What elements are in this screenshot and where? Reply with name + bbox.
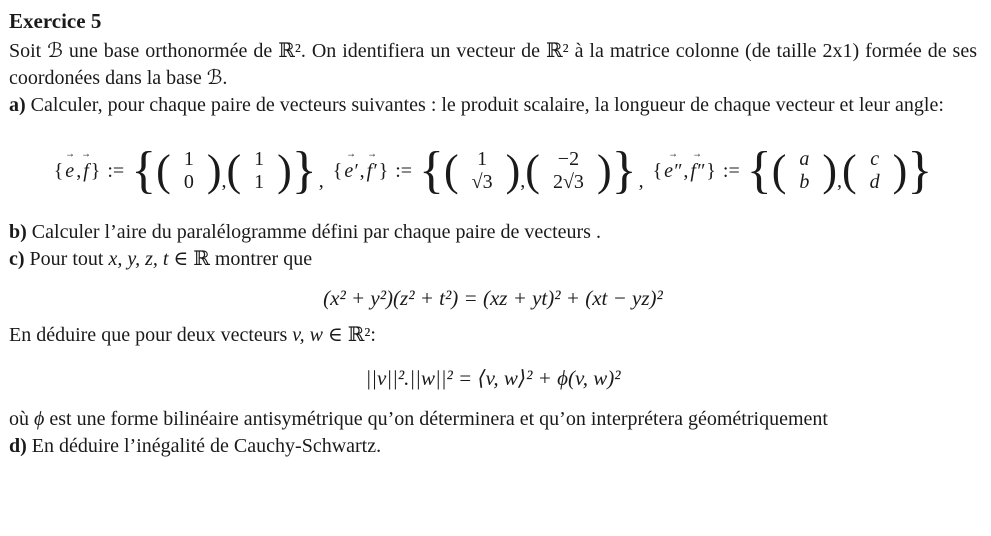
deduce-variables: v, w <box>292 324 323 346</box>
big-close-paren: ) <box>822 146 838 196</box>
vector-arrow-icon: → <box>366 145 377 160</box>
entry-top: 1 <box>477 148 488 170</box>
vector-e-prime <box>344 145 358 185</box>
open-brace: { <box>652 159 663 182</box>
big-open-paren: ( <box>226 146 242 196</box>
column-vector <box>459 148 506 194</box>
entry-top: 1 <box>254 148 265 170</box>
deduce-text-post: ∈ ℝ²: <box>322 324 376 346</box>
big-close-paren: ) <box>596 146 612 196</box>
item-b-paragraph <box>9 219 977 246</box>
close-brace: } <box>706 159 716 182</box>
pair-group-ef-prime <box>332 141 653 199</box>
big-open-brace: { <box>419 141 444 199</box>
item-c-label: c) <box>9 248 25 270</box>
column-vector <box>857 148 893 194</box>
big-open-paren: ( <box>525 146 540 196</box>
comma: , <box>221 169 227 192</box>
big-close-paren: ) <box>206 146 222 196</box>
column-vector <box>540 148 597 194</box>
item-b-label: b) <box>9 221 27 243</box>
big-close-paren: ) <box>892 146 908 196</box>
item-c-text-post: ∈ ℝ montrer que <box>168 248 313 270</box>
comma: , <box>520 169 526 192</box>
phi-symbol: ϕ <box>34 408 45 430</box>
entry-top: c <box>870 148 880 170</box>
comma: , <box>359 159 365 182</box>
comma: , <box>683 159 689 182</box>
column-vector <box>786 148 822 194</box>
assign-symbol: := <box>395 159 413 182</box>
item-d-label: d) <box>9 435 27 457</box>
big-close-brace: } <box>907 141 933 199</box>
open-brace: { <box>53 159 64 182</box>
vector-arrow-icon: → <box>346 145 356 160</box>
pair-group-ef-doubleprime <box>652 141 933 199</box>
vector-f-prime <box>366 145 377 185</box>
vector-e <box>64 145 75 185</box>
item-d-paragraph <box>9 433 977 460</box>
column-vector <box>171 148 207 194</box>
identity-equation <box>9 285 977 312</box>
vector-symbol: e′ <box>344 159 358 182</box>
vector-pairs-display <box>9 125 977 217</box>
column-vector <box>241 148 277 194</box>
deduce-text-pre: En déduire que pour deux vecteurs <box>9 324 293 346</box>
entry-bottom: b <box>799 171 810 193</box>
big-close-brace: } <box>291 141 317 199</box>
entry-bottom: √3 <box>471 171 493 193</box>
big-open-brace: { <box>746 141 772 199</box>
assign-symbol: := <box>107 159 125 182</box>
vector-arrow-icon: → <box>692 145 703 160</box>
exercise-title: Exercice 5 <box>9 9 102 33</box>
item-b-text: Calculer l’aire du paralélogramme défini par chaque paire de vecteurs . <box>26 221 601 243</box>
vector-f <box>81 145 91 185</box>
phi-text-pre: où <box>9 408 34 430</box>
vector-symbol: f <box>83 159 89 182</box>
item-a-text: Calculer, pour chaque paire de vecteurs suivantes : le produit scalaire, la longueur de chaque vecteur et leur angle: <box>25 94 944 116</box>
item-c-paragraph <box>9 246 977 273</box>
assign-symbol: := <box>722 159 740 182</box>
vector-symbol: e″ <box>664 159 682 182</box>
vector-f-doubleprime <box>690 145 705 185</box>
item-c-text-pre: Pour tout <box>24 248 109 270</box>
big-open-paren: ( <box>771 146 787 196</box>
close-brace: } <box>378 159 389 182</box>
intro-paragraph: Soit ℬ une base orthonormée de ℝ². On identifiera un vecteur de ℝ² à la matrice colonne (de taille 2x1) formée de ses coordonées dans la base ℬ. <box>9 40 977 89</box>
big-open-paren: ( <box>444 146 459 196</box>
item-d-text: En déduire l’inégalité de Cauchy-Schwartz. <box>26 435 382 457</box>
vector-symbol: e <box>65 159 75 182</box>
entry-top: a <box>799 148 810 170</box>
comma: , <box>76 159 82 182</box>
entry-top: −2 <box>557 148 580 170</box>
item-c-variables: x, y, z, t <box>108 248 169 270</box>
big-close-brace: } <box>611 141 637 199</box>
group-separator: , <box>318 169 324 192</box>
big-close-paren: ) <box>505 146 521 196</box>
vector-arrow-icon: → <box>64 145 75 160</box>
big-open-paren: ( <box>156 146 171 196</box>
entry-bottom: 1 <box>254 171 265 193</box>
big-open-paren: ( <box>842 146 857 196</box>
item-a-label: a) <box>9 94 26 116</box>
deduce-paragraph <box>9 322 977 349</box>
entry-bottom: 2√3 <box>552 171 584 193</box>
close-brace: } <box>90 159 101 182</box>
pair-group-ef <box>53 141 333 199</box>
vector-e-doubleprime <box>664 145 682 185</box>
entry-top: 1 <box>183 148 194 170</box>
big-close-paren: ) <box>277 146 292 196</box>
vector-arrow-icon: → <box>81 145 91 160</box>
norms-equation-text: ||v||².||w||² = ⟨v, w⟩² + ϕ(v, w)² <box>365 366 621 390</box>
vector-symbol: f′ <box>366 159 377 182</box>
identity-equation-text: (x² + y²)(z² + t²) = (xz + yt)² + (xt − yz)² <box>323 286 663 310</box>
group-separator: , <box>638 169 644 192</box>
entry-bottom: 0 <box>183 171 194 193</box>
comma: , <box>837 169 843 192</box>
open-brace: { <box>332 159 343 182</box>
phi-paragraph <box>9 406 977 433</box>
entry-bottom: d <box>869 171 880 193</box>
phi-text-post: est une forme bilinéaire antisymétrique qu’on déterminera et qu’on interprétera géométriquement <box>44 408 828 430</box>
item-a-paragraph <box>9 92 977 119</box>
vector-symbol: f″ <box>690 159 705 182</box>
norms-equation <box>9 365 977 392</box>
vector-arrow-icon: → <box>667 145 678 160</box>
big-open-brace: { <box>131 141 157 199</box>
